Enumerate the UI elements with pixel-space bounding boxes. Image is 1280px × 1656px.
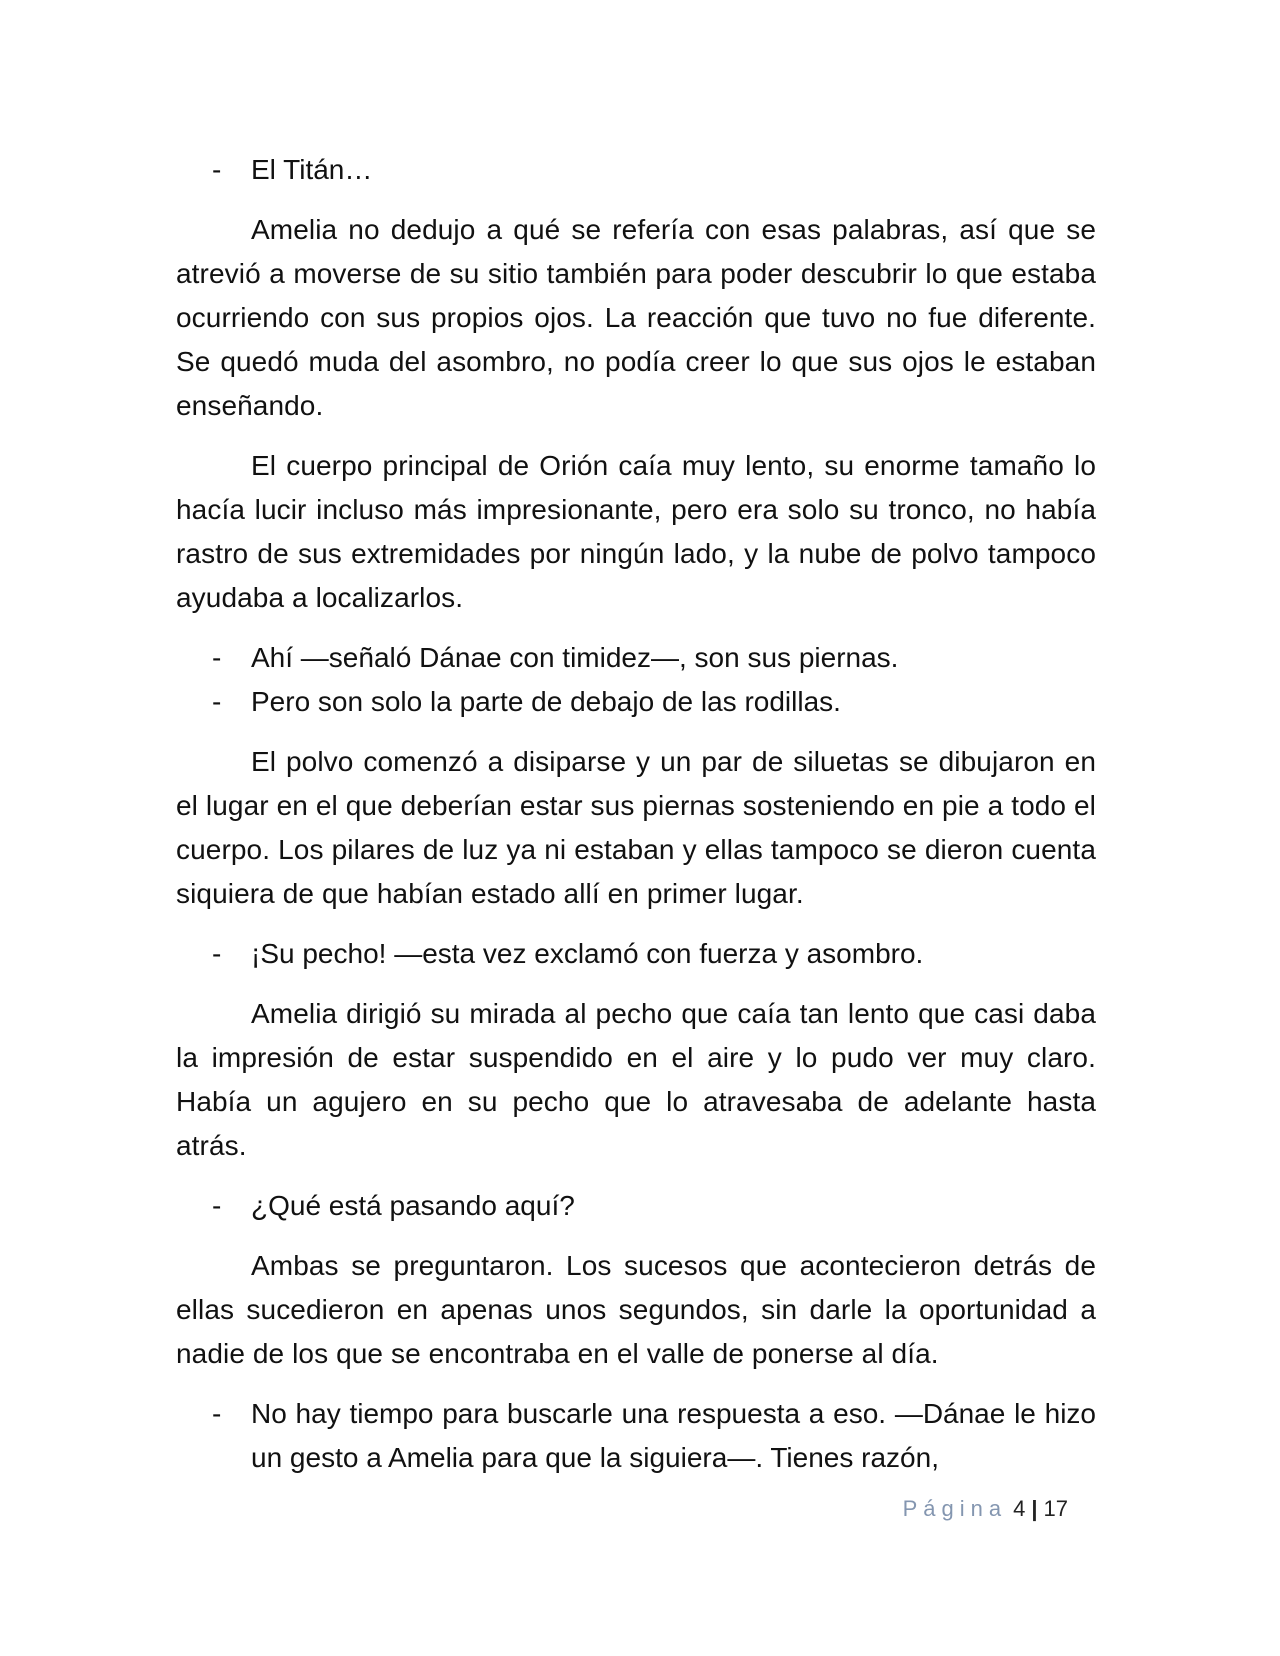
dialog-text: Pero son solo la parte de debajo de las rodillas.: [251, 686, 841, 717]
dialog-text: El Titán…: [251, 154, 373, 185]
dialog-text: No hay tiempo para buscarle una respuesta a eso. —Dánae le hizo un gesto a Amelia para que la siguiera—. Tienes razón,: [251, 1398, 1096, 1473]
paragraph: El cuerpo principal de Orión caía muy lento, su enorme tamaño lo hacía lucir incluso más impresionante, pero era solo su tronco, no había rastro de sus extremidades por ningún lado, y la nube de polvo tampoco ayudaba a localizarlos.: [176, 450, 1096, 613]
dialog-dash: -: [212, 642, 222, 673]
dialog-dash: -: [212, 938, 222, 969]
page-number: 4: [1013, 1496, 1026, 1521]
dialog-line: [176, 1392, 1096, 1480]
dialog-group: [176, 1184, 1096, 1228]
page-separator: |: [1031, 1496, 1038, 1521]
dialog-line: [176, 148, 1096, 192]
page-body: [176, 148, 1096, 1496]
paragraph: Amelia no dedujo a qué se refería con esas palabras, así que se atrevió a moverse de su sitio también para poder descubrir lo que estaba ocurriendo con sus propios ojos. La reacción que tuvo no fue diferente. Se quedó muda del asombro, no podía creer lo que sus ojos le estaban enseñando.: [176, 214, 1096, 421]
paragraph: El polvo comenzó a disiparse y un par de siluetas se dibujaron en el lugar en el que deberían estar sus piernas sosteniendo en pie a todo el cuerpo. Los pilares de luz ya ni estaban y ellas tampoco se dieron cuenta siquiera de que habían estado allí en primer lugar.: [176, 746, 1096, 909]
dialog-dash: -: [212, 154, 222, 185]
paragraph: Amelia dirigió su mirada al pecho que caía tan lento que casi daba la impresión de estar suspendido en el aire y lo pudo ver muy claro. Había un agujero en su pecho que lo atravesaba de adelante hasta atrás.: [176, 998, 1096, 1161]
page-footer: [0, 1494, 1068, 1524]
dialog-line: [176, 932, 1096, 976]
dialog-group: [176, 636, 1096, 724]
dialog-line: [176, 680, 1096, 724]
dialog-dash: -: [212, 1398, 222, 1429]
paragraph: Ambas se preguntaron. Los sucesos que acontecieron detrás de ellas sucedieron en apenas unos segundos, sin darle la oportunidad a nadie de los que se encontraba en el valle de ponerse al día.: [176, 1250, 1096, 1369]
page-total: 17: [1043, 1496, 1068, 1521]
page-label: Página: [902, 1496, 1008, 1521]
dialog-group: [176, 932, 1096, 976]
dialog-group: [176, 1392, 1096, 1480]
dialog-group: [176, 148, 1096, 192]
dialog-text: Ahí —señaló Dánae con timidez—, son sus piernas.: [251, 642, 899, 673]
dialog-dash: -: [212, 1190, 222, 1221]
dialog-line: [176, 636, 1096, 680]
dialog-text: ¡Su pecho! —esta vez exclamó con fuerza y asombro.: [251, 938, 924, 969]
dialog-dash: -: [212, 686, 222, 717]
dialog-line: [176, 1184, 1096, 1228]
dialog-text: ¿Qué está pasando aquí?: [251, 1190, 575, 1221]
